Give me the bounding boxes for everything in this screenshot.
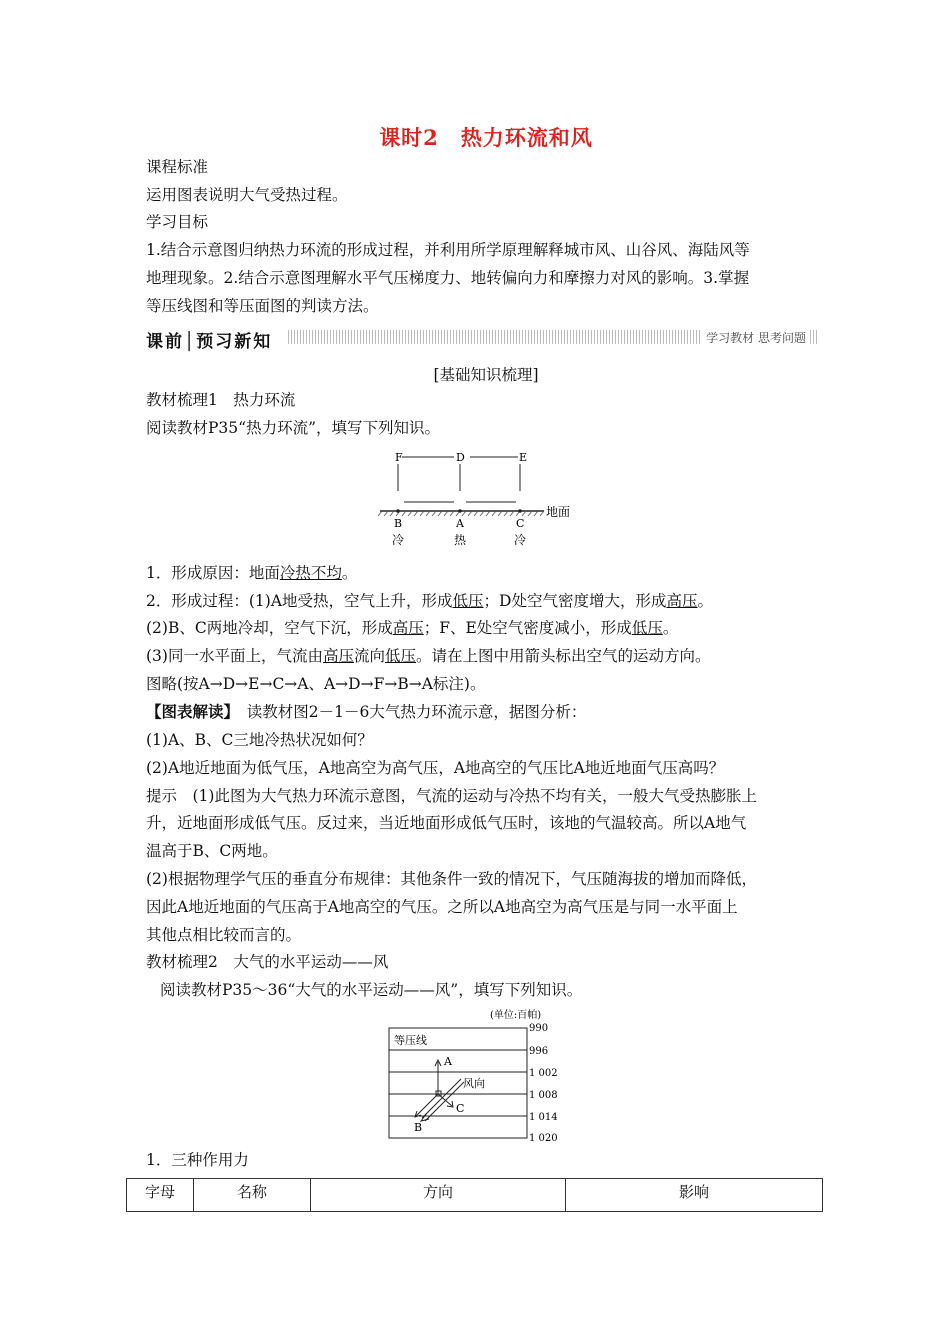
forces-heading: 1．三种作用力 (146, 1151, 249, 1169)
point-label-A: A (456, 517, 464, 530)
point-label-E: E (519, 451, 528, 464)
temp-label-A: 热 (454, 533, 467, 547)
hint-line: 提示 (1)此图为大气热力环流示意图，气流的运动与冷热不均有关，一般大气受热膨胀上 (146, 787, 757, 805)
answer-blank: 高压 (392, 619, 424, 637)
isobar-value: 1 002 (529, 1068, 558, 1079)
table-header: 字母 (127, 1179, 194, 1212)
isobar-value: 990 (529, 1023, 549, 1034)
arrow-label-A: A (444, 1055, 452, 1068)
banner-label: 课前│预习新知 (146, 332, 273, 352)
course-standard-text: 运用图表说明大气受热过程。 (146, 186, 348, 204)
isobar-label: 等压线 (394, 1034, 427, 1047)
arrow-label-B: B (414, 1121, 423, 1134)
learning-goals-line: 等压线图和等压面图的判读方法。 (146, 297, 379, 315)
chart-read: 【图表解读】 读教材图2－1－6大气热力环流示意，据图分析： (146, 702, 587, 721)
point-label-B: B (394, 517, 403, 530)
isobar-wind-diagram (386, 1007, 576, 1147)
learning-goals-heading: 学习目标 (146, 213, 209, 231)
question-2: (2)A地近地面为低气压，A地高空为高气压，A地高空的气压比A地近地面气压高吗？ (146, 759, 725, 777)
isobar-value: 1 014 (529, 1112, 558, 1123)
course-standard-heading: 课程标准 (146, 158, 209, 176)
answer-blank: 低压 (385, 647, 417, 665)
table-header: 方向 (311, 1179, 566, 1212)
isobar-value: 1 008 (529, 1090, 558, 1101)
learning-goals-line: 1.结合示意图归纳热力环流的形成过程，并利用所学原理解释城市风、山谷风、海陆风等 (146, 241, 750, 259)
part1-heading: 教材梳理1 热力环流 (146, 391, 296, 409)
temp-label-B: 冷 (392, 533, 405, 547)
answer-blank: 冷热不均 (279, 564, 342, 582)
formation-process-3: (3)同一水平面上，气流由高压流向低压。请在上图中用箭头标出空气的运动方向。 (146, 647, 711, 665)
question-1: (1)A、B、C三地冷热状况如何？ (146, 731, 373, 749)
temp-label-C: 冷 (514, 533, 527, 547)
diagram-note: 图略(按A→D→E→C→A、A→D→F→B→A标注)。 (146, 675, 486, 693)
formation-process-2: (2)B、C两地冷却，空气下沉，形成高压；F、E处空气密度减小，形成低压。 (146, 619, 679, 637)
table-header-row (127, 1179, 823, 1212)
formation-cause: 1．形成原因：地面冷热不均。 (146, 564, 358, 582)
hint-line: (2)根据物理学气压的垂直分布规律：其他条件一致的情况下，气压随海拔的增加而降低， (146, 870, 757, 888)
arrow-label-C: C (456, 1102, 465, 1115)
hint-line: 其他点相比较而言的。 (146, 926, 302, 944)
point-label-D: D (456, 451, 465, 464)
table-header: 名称 (194, 1179, 311, 1212)
unit-label: (单位:百帕) (490, 1010, 542, 1021)
banner-tag: 学习教材 思考问题 (702, 329, 810, 346)
part2-heading: 教材梳理2 大气的水平运动——风 (146, 953, 389, 971)
hint-line: 升，近地面形成低气压。反过来，当近地面形成低气压时，该地的气温较高。所以A地气 (146, 814, 747, 832)
table-header: 影响 (566, 1179, 823, 1212)
part1-intro: 阅读教材P35“热力环流”，填写下列知识。 (146, 419, 441, 437)
formation-process-1: 2．形成过程：(1)A地受热，空气上升，形成低压；D处空气密度增大，形成高压。 (146, 592, 713, 610)
point-label-F: F (395, 451, 403, 464)
chart-read-tag: 【图表解读】 (146, 702, 232, 721)
answer-blank: 高压 (322, 647, 354, 665)
page-title: 课时2 热力环流和风 (379, 125, 593, 150)
answer-blank: 低压 (452, 592, 484, 610)
answer-blank: 高压 (666, 592, 698, 610)
point-label-C: C (516, 517, 525, 530)
thermal-circulation-diagram (376, 446, 606, 551)
ground-label: 地面 (546, 505, 571, 519)
isobar-value: 1 020 (529, 1133, 558, 1144)
hint-line: 因此A地近地面的气压高于A地高空的气压。之所以A地高空为高气压是与同一水平面上 (146, 898, 738, 916)
forces-table (126, 1178, 823, 1212)
isobar-value: 996 (529, 1046, 549, 1057)
hint-line: 温高于B、C两地。 (146, 842, 278, 860)
part2-intro: 阅读教材P35～36“大气的水平运动——风”，填写下列知识。 (160, 981, 583, 999)
wind-direction-label: 风向 (463, 1077, 485, 1090)
learning-goals-line: 地理现象。2.结合示意图理解水平气压梯度力、地转偏向力和摩擦力对风的影响。3.掌握 (146, 269, 750, 287)
section-banner (146, 327, 818, 352)
section-title: [基础知识梳理] (433, 366, 539, 384)
answer-blank: 低压 (631, 619, 663, 637)
